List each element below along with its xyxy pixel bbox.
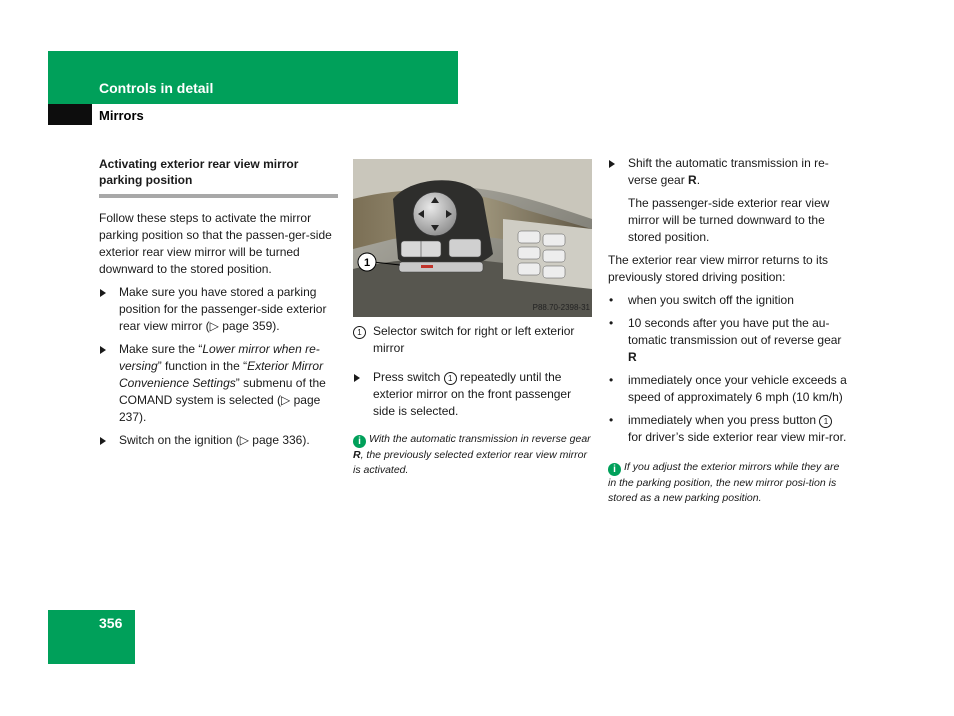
section-tab-marker (48, 104, 92, 125)
photo-caption: 1 Selector switch for right or left exterior mirror (353, 323, 593, 357)
step-arrow-icon (609, 160, 615, 168)
intro-paragraph: Follow these steps to activate the mirror parking position so that the passen-ger-side exterior rear view mirror will be turned downward to the stored position. (99, 211, 332, 276)
step-item: Make sure the “Lower mirror when re-versing” function in the “Exterior Mirror Convenience Settings” submenu of the COMAND system is selected (▷ page 237). (99, 341, 339, 426)
info-icon: i (608, 463, 621, 476)
callout-marker: 1 (444, 372, 457, 385)
procedure-heading: Activating exterior rear view mirror parking position (99, 156, 338, 198)
list-item: • when you switch off the ignition (609, 293, 794, 307)
step-item: Shift the automatic transmission in re-verse gear R. (608, 155, 848, 189)
step-arrow-icon (354, 374, 360, 382)
step-arrow-icon (100, 346, 106, 354)
callout-number: 1 (363, 257, 371, 269)
step-arrow-icon (100, 289, 106, 297)
returns-text: The exterior rear view mirror returns to its previously stored driving position: (608, 253, 829, 284)
door-panel-illustration (353, 159, 592, 317)
step-arrow-icon (100, 437, 106, 445)
section-title: Controls in detail (99, 80, 214, 96)
photo-code: P88.70-2398-31 (532, 303, 590, 312)
header-bar (48, 51, 458, 104)
callout-marker: 1 (819, 415, 832, 428)
column-middle (353, 159, 593, 478)
callout-marker: 1 (353, 326, 366, 339)
subsection-title: Mirrors (99, 108, 144, 123)
list-item: • immediately once your vehicle exceeds a speed of approximately 6 mph (10 km/h) (609, 373, 847, 404)
result-text: The passenger-side exterior rear view mirror will be turned downward to the stored position. (628, 196, 830, 244)
page-number: 356 (99, 615, 123, 631)
list-item: • immediately when you press button 1 for driver’s side exterior rear view mir-ror. (609, 413, 847, 444)
info-icon: i (353, 435, 366, 448)
step-item: Make sure you have stored a parking position for the passenger-side exterior rear view mirror (▷ page 359). (99, 284, 339, 335)
step-item: Switch on the ignition (▷ page 336). (99, 432, 339, 449)
column-left (99, 156, 339, 449)
list-item: • 10 seconds after you have put the au-tomatic transmission out of reverse gear R (609, 316, 842, 364)
mirror-switch-photo (353, 159, 592, 317)
info-note: i If you adjust the exterior mirrors while they are in the parking position, the new mirror posi-tion is stored as a new parking position. (608, 461, 840, 504)
info-note: i With the automatic transmission in reverse gear R, the previously selected exterior rear view mirror is activated. (353, 433, 591, 476)
step-item: Press switch 1 repeatedly until the exterior mirror on the front passenger side is selected. (353, 369, 593, 420)
column-right (608, 155, 848, 506)
